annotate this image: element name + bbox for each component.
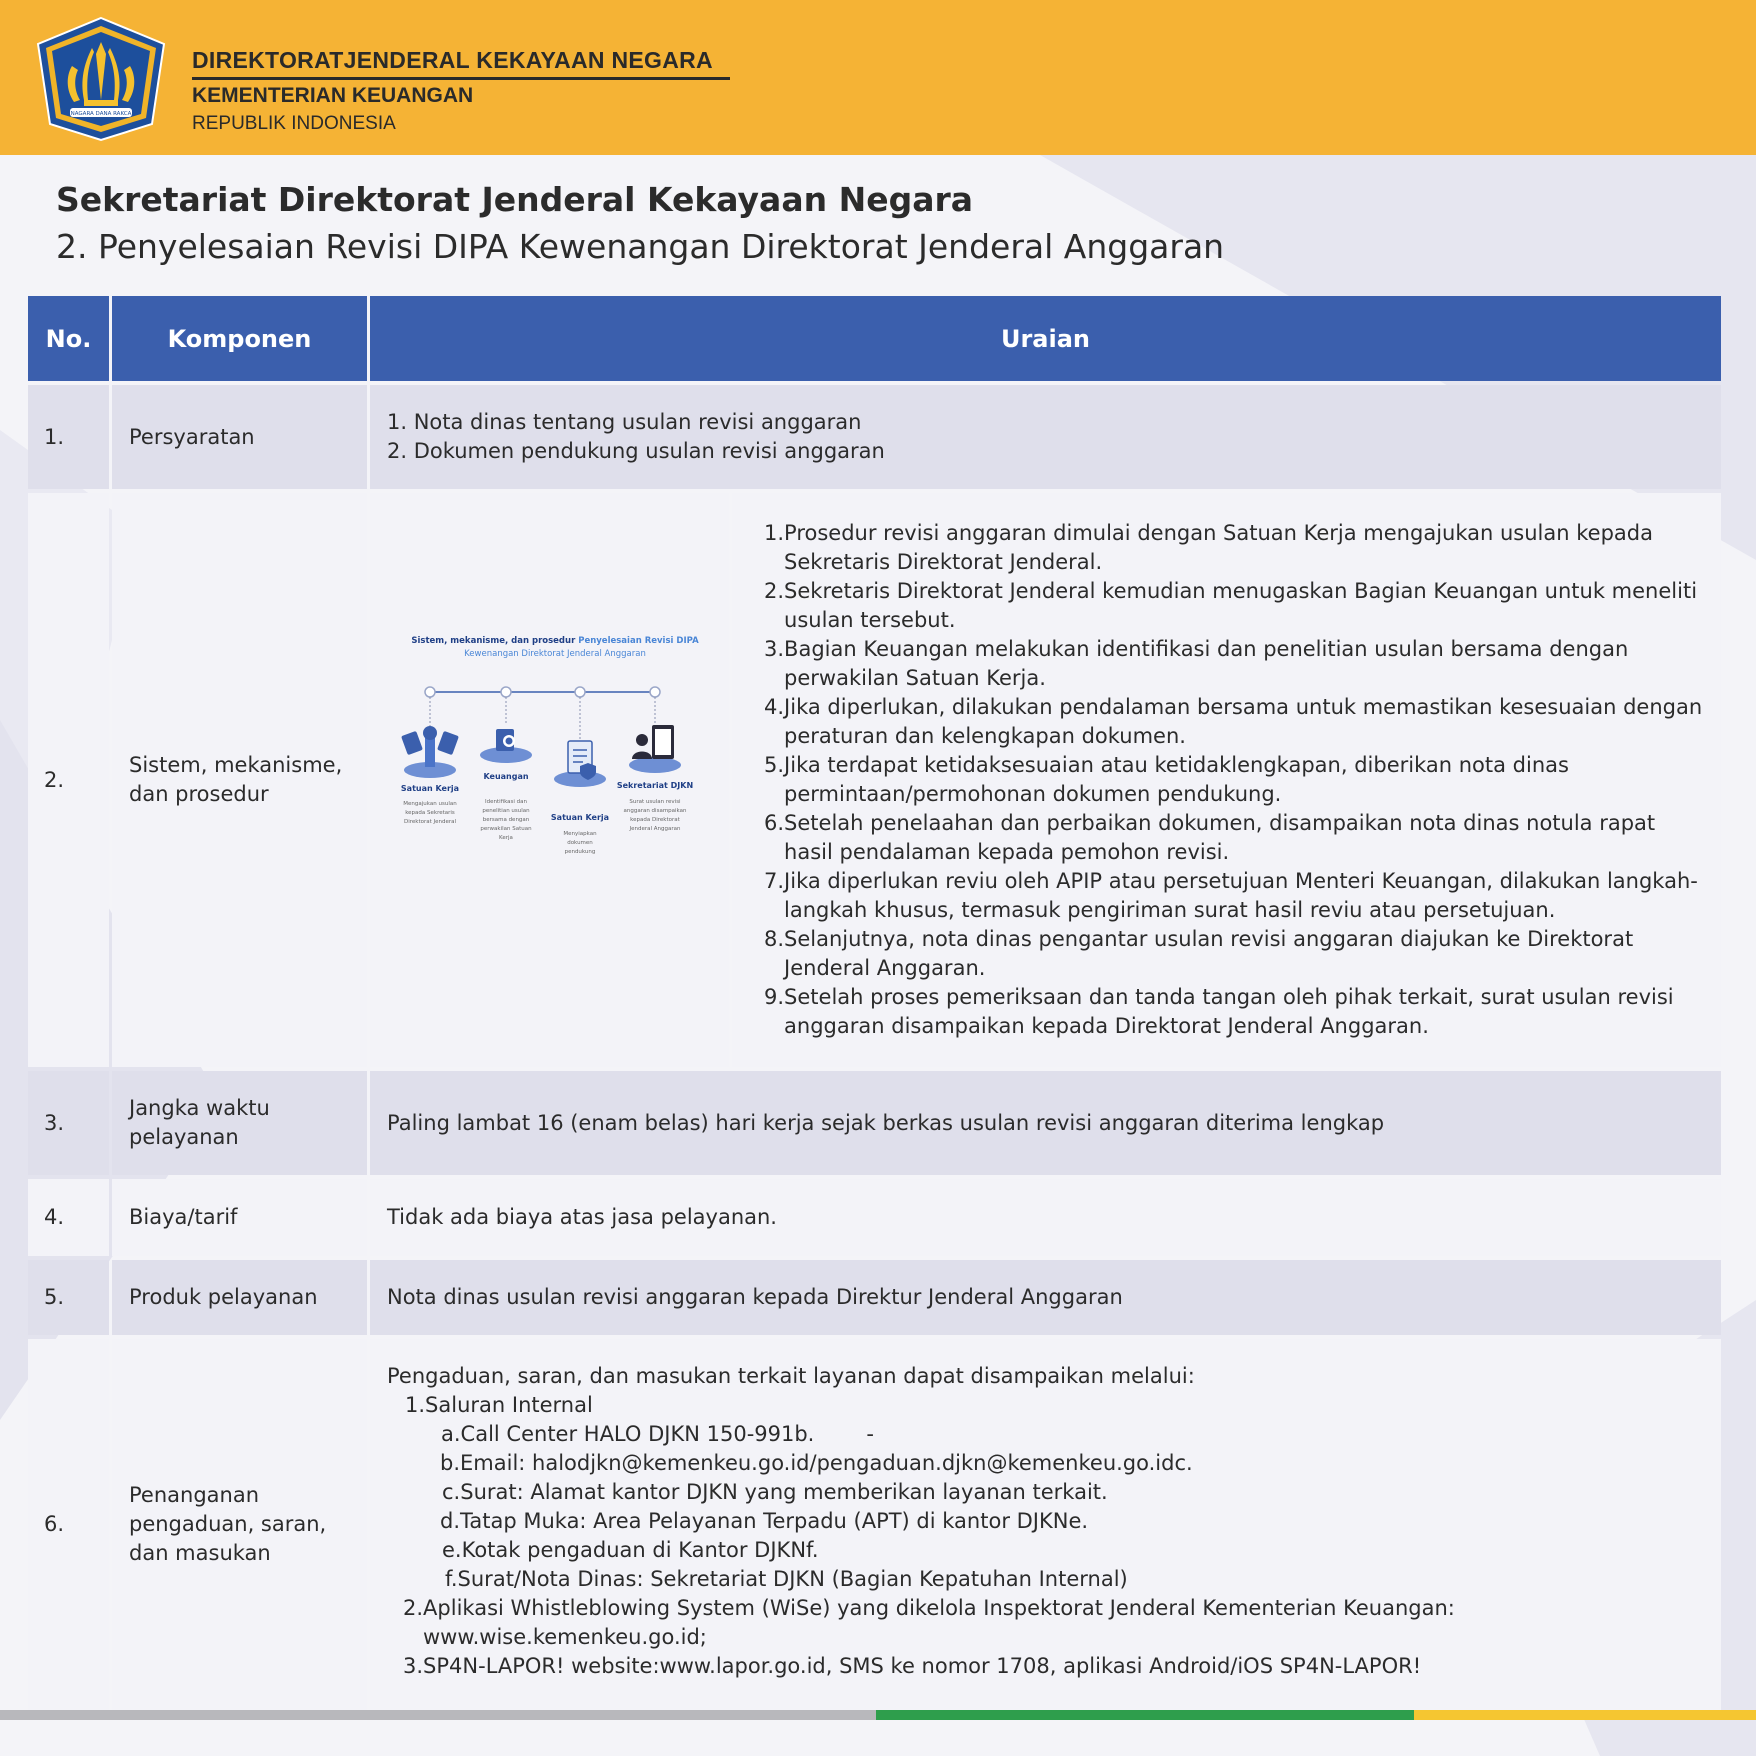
step-text: Bagian Keuangan melakukan identifikasi dan penelitian usulan bersama dengan perwakilan Satuan Kerja. <box>784 637 1629 690</box>
item-letter: f. <box>445 1567 458 1591</box>
list-item <box>387 1507 1455 1536</box>
list-item <box>387 1565 1455 1594</box>
komponen-line: dan masukan <box>129 1541 271 1565</box>
item-text: Tatap Muka: Area Pelayanan Terpadu (APT) di kantor DJKNe. <box>460 1509 1089 1533</box>
node-desc: Identifikasi dan <box>484 799 528 805</box>
step-text: Selanjutnya, nota dinas pengantar usulan revisi anggaran diajukan ke Direktorat Jenderal Anggaran. <box>784 927 1634 980</box>
sekretariat-icon <box>629 725 681 773</box>
item-letter: e. <box>442 1538 462 1562</box>
item-text-continued[interactable]: www.wise.kemenkeu.go.id; <box>423 1625 707 1649</box>
list-item <box>764 983 1703 1041</box>
step-number: 7. <box>764 869 785 893</box>
list-item <box>764 751 1703 809</box>
list-item <box>764 809 1703 867</box>
procedure-diagram <box>390 625 720 865</box>
diagram-title-line2: Kewenangan Direktorat Jenderal Anggaran <box>464 649 646 659</box>
row6-no: 6. <box>28 1339 109 1710</box>
node-label: Keuangan <box>483 772 529 781</box>
item-text: Kotak pengaduan di Kantor DJKNf. <box>461 1538 819 1562</box>
header-org-line3: REPUBLIK INDONESIA <box>192 113 396 134</box>
node-desc: anggaran disampaikan <box>623 808 687 814</box>
step-text: Setelah penelaahan dan perbaikan dokumen, disampaikan nota dinas notula rapat hasil pendalaman kepada pemohon revisi. <box>784 811 1656 864</box>
item-text: Saluran Internal <box>425 1393 593 1417</box>
item-text: Surat: Alamat kantor DJKN yang memberikan layanan terkait. <box>460 1480 1108 1504</box>
node-desc: Menyiapkan <box>563 831 597 837</box>
logo-motto: NAGARA DANA RAKCA <box>70 111 132 117</box>
step-text: Jika diperlukan, dilakukan pendalaman bersama untuk memastikan kesesuaian dengan peraturan dan kelengkapan dokumen. <box>784 695 1703 748</box>
step-number: 8. <box>764 927 785 951</box>
list-item <box>387 1478 1455 1507</box>
item-text: Surat/Nota Dinas: Sekretariat DJKN (Bagian Kepatuhan Internal) <box>457 1567 1128 1591</box>
step-number: 6. <box>764 811 785 835</box>
list-item <box>387 1536 1455 1565</box>
page-title: Sekretariat Direktorat Jenderal Kekayaan Negara <box>56 180 974 219</box>
step-text: Sekretaris Direktorat Jenderal kemudian menugaskan Bagian Keuangan untuk meneliti usulan tersebut. <box>784 579 1698 632</box>
keuangan-icon <box>480 729 532 763</box>
step-number: 4. <box>764 695 785 719</box>
node-desc: Surat usulan revisi <box>629 799 681 805</box>
step-text: Jika diperlukan reviu oleh APIP atau persetujuan Menteri Keuangan, dilakukan langkah-langkah khusus, termasuk pengiriman surat hasil reviu atau persetujuan. <box>784 869 1698 922</box>
list-item <box>387 1449 1455 1478</box>
row1-uraian <box>370 385 1721 489</box>
row2-komponen <box>112 493 367 1067</box>
list-item <box>764 925 1703 983</box>
item-letter: a. <box>441 1422 461 1446</box>
row2-no: 2. <box>28 493 109 1067</box>
node-desc: Kerja <box>499 835 513 841</box>
item-letter: b. <box>440 1451 461 1475</box>
list-item: 1. Nota dinas tentang usulan revisi anggaran <box>387 410 862 434</box>
item-number: 1. <box>405 1393 426 1417</box>
step-text: Prosedur revisi anggaran dimulai dengan Satuan Kerja mengajukan usulan kepada Sekretaris Direktorat Jenderal. <box>784 521 1653 574</box>
diagram-title: Sistem, mekanisme, dan prosedur Penyelesaian Revisi DIPA <box>411 636 699 646</box>
step-number: 2. <box>764 579 785 603</box>
node-desc: pendukung <box>564 849 596 855</box>
item-extra: - <box>866 1422 874 1446</box>
list-item <box>764 577 1703 635</box>
step-text: Jika terdapat ketidaksesuaian atau ketidaklengkapan, diberikan nota dinas permintaan/permohonan dokumen pendukung. <box>784 753 1569 806</box>
kemenkeu-logo-icon <box>32 14 170 144</box>
row5-komponen: Produk pelayanan <box>112 1260 367 1335</box>
komponen-line: Jangka waktu <box>129 1096 270 1120</box>
footer-bar-green <box>876 1710 1414 1720</box>
item-number: 3. <box>403 1654 424 1678</box>
footer-bar-yellow <box>1414 1710 1756 1720</box>
row1-komponen: Persyaratan <box>112 385 367 489</box>
item-letter: d. <box>440 1509 461 1533</box>
node-desc: Direktorat Jenderal <box>403 819 457 825</box>
header-uraian: Uraian <box>370 296 1721 381</box>
komponen-line: dan prosedur <box>129 782 269 806</box>
row3-uraian: Paling lambat 16 (enam belas) hari kerja sejak berkas usulan revisi anggaran diterima lengkap <box>370 1071 1721 1175</box>
list-item <box>764 867 1703 925</box>
satuan-kerja-icon <box>401 726 459 778</box>
procedure-steps <box>764 519 1703 1041</box>
header-komponen: Komponen <box>112 296 367 381</box>
node-label: Satuan Kerja <box>550 813 610 822</box>
step-text: Setelah proses pemeriksaan dan tanda tangan oleh pihak terkait, surat usulan revisi anggaran disampaikan kepada Direktorat Jenderal Anggaran. <box>784 985 1674 1038</box>
document-check-icon <box>554 741 606 787</box>
row6-komponen <box>112 1339 367 1710</box>
step-number: 3. <box>764 637 785 661</box>
row6-uraian <box>370 1339 1721 1710</box>
row5-no: 5. <box>28 1260 109 1335</box>
item-letter: c. <box>442 1480 461 1504</box>
node-desc: kepada Sekretaris <box>405 810 455 816</box>
page-subtitle: 2. Penyelesaian Revisi DIPA Kewenangan Direktorat Jenderal Anggaran <box>56 227 1225 266</box>
row4-uraian: Tidak ada biaya atas jasa pelayanan. <box>370 1179 1721 1256</box>
item-text: SP4N-LAPOR! website:www.lapor.go.id, SMS ke nomor 1708, aplikasi Android/iOS SP4N-LAPOR! <box>423 1654 1422 1678</box>
komponen-line: Penanganan <box>129 1483 260 1507</box>
header-org-line2: KEMENTERIAN KEUANGAN <box>192 84 474 107</box>
intro-text: Pengaduan, saran, dan masukan terkait layanan dapat disampaikan melalui: <box>387 1364 1195 1388</box>
node-label: Sekretariat DJKN <box>616 781 694 790</box>
list-item <box>387 1652 1455 1681</box>
row5-uraian: Nota dinas usulan revisi anggaran kepada Direktur Jenderal Anggaran <box>370 1260 1721 1335</box>
list-item <box>387 1594 1455 1623</box>
list-item: 2. Dokumen pendukung usulan revisi anggaran <box>387 439 885 463</box>
footer-bar-gray <box>0 1710 876 1720</box>
node-desc: kepada Direktorat <box>630 817 680 823</box>
row2-steps-cell <box>732 493 1721 1067</box>
node-label: Satuan Kerja <box>400 784 460 793</box>
header-divider <box>192 77 730 80</box>
item-text: Email: halodjkn@kemenkeu.go.id/pengaduan.djkn@kemenkeu.go.idc. <box>460 1451 1193 1475</box>
step-number: 5. <box>764 753 785 777</box>
node-desc: dokumen <box>567 840 593 846</box>
list-item <box>764 693 1703 751</box>
item-text: Call Center HALO DJKN 150-991b. <box>460 1422 815 1446</box>
list-item <box>387 1420 1455 1449</box>
node-desc: bersama dengan <box>482 817 530 823</box>
site-header <box>0 0 1756 155</box>
list-item <box>764 519 1703 577</box>
list-item <box>387 1391 1455 1420</box>
row4-komponen: Biaya/tarif <box>112 1179 367 1256</box>
header-org-line1: DIREKTORATJENDERAL KEKAYAAN NEGARA <box>192 47 713 73</box>
komponen-line: pengaduan, saran, <box>129 1512 327 1536</box>
list-item <box>764 635 1703 693</box>
node-desc: penelitian usulan <box>482 808 530 814</box>
complaint-channels <box>387 1362 1455 1681</box>
row1-no: 1. <box>28 385 109 489</box>
step-number: 1. <box>764 521 785 545</box>
header-no: No. <box>28 296 109 381</box>
komponen-line: pelayanan <box>129 1125 239 1149</box>
step-number: 9. <box>764 985 785 1009</box>
komponen-line: Sistem, mekanisme, <box>129 753 343 777</box>
row3-no: 3. <box>28 1071 109 1175</box>
node-desc: Jenderal Anggaran <box>629 826 681 832</box>
row4-no: 4. <box>28 1179 109 1256</box>
node-desc: perwakilan Satuan <box>480 826 532 832</box>
row3-komponen <box>112 1071 367 1175</box>
item-text: Aplikasi Whistleblowing System (WiSe) yang dikelola Inspektorat Jenderal Kementerian Keuangan: <box>423 1596 1455 1620</box>
item-number: 2. <box>403 1596 424 1620</box>
node-desc: Mengajukan usulan <box>403 801 457 807</box>
